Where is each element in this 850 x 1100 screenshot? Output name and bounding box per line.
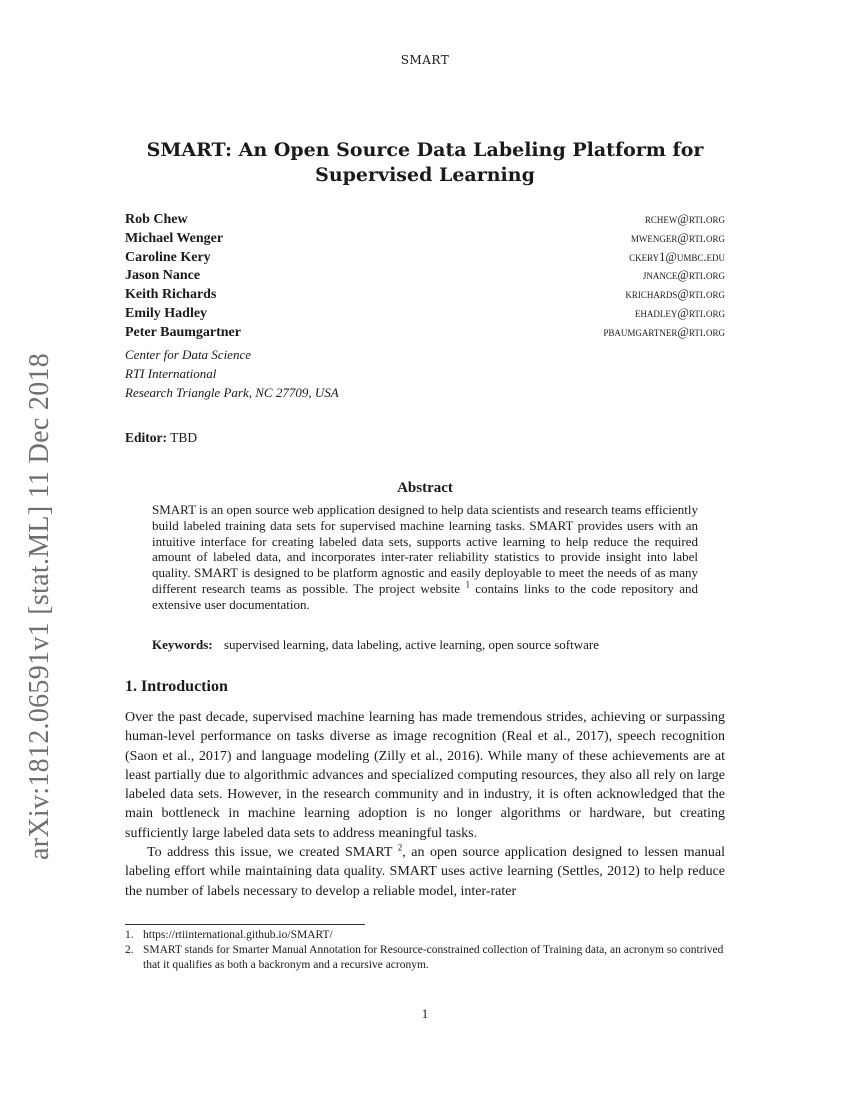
title-line-1: SMART: An Open Source Data Labeling Platform for: [146, 139, 704, 161]
author-row: [125, 325, 725, 344]
introduction-body: [125, 708, 725, 901]
running-head: SMART: [400, 53, 450, 67]
paper-title: [0, 138, 850, 188]
author-row: [125, 268, 725, 287]
paragraph: [125, 843, 725, 901]
author-email[interactable]: mwenger@rti.org: [630, 230, 725, 245]
footnote-link[interactable]: https://rtiinternational.github.io/SMART/: [143, 929, 333, 941]
author-row: [125, 287, 725, 306]
paragraph: Over the past decade, supervised machine learning has made tremendous strides, achieving or surpassing human-level performance on tasks diverse as image recognition (Real et al., 2017), speech recognition (Saon et al., 2017) and language modeling (Zilly et al., 2016). While many of these achievements are at least partially due to algorithmic advances and specialized computing resources, they also all rely on large labeled data sets. However, in the research community and in industry, it is often acknowledged that the main bottleneck in machine learning adoption is no longer algorithms or hardware, but creating sufficiently large labeled data sets to address meaningful tasks.: [125, 710, 725, 841]
author-name: Jason Nance: [125, 268, 201, 284]
footnote-marker[interactable]: 2: [397, 842, 403, 853]
author-name: Michael Wenger: [125, 230, 224, 246]
affiliation-line: Research Triangle Park, NC 27709, USA: [125, 385, 339, 400]
footnote: [125, 943, 725, 973]
footnote-marker[interactable]: 1: [465, 579, 470, 590]
author-email[interactable]: ehadley@rti.org: [634, 305, 725, 320]
editor-value: TBD: [170, 430, 198, 445]
author-name: Rob Chew: [125, 212, 188, 227]
author-name: Caroline Kery: [125, 249, 211, 265]
author-email[interactable]: pbaumgartner@rti.org: [603, 324, 725, 339]
footnote-number: 1.: [125, 929, 134, 941]
footnote-text: SMART stands for Smarter Manual Annotation for Resource-constrained collection of Training data, an acronym so contrived that it qualifies as both a backronym and a recursive acronym.: [143, 944, 724, 971]
abstract-text-part: contains links to the code repository and extensive user documentation.: [152, 580, 699, 612]
title-line-2: Supervised Learning: [315, 164, 535, 186]
author-row: [125, 212, 725, 231]
editor-line: [125, 430, 197, 446]
author-row: [125, 250, 725, 269]
affiliation-line: RTI International: [125, 366, 217, 381]
author-name: Keith Richards: [125, 287, 217, 303]
author-email[interactable]: ckery1@umbc.edu: [629, 249, 725, 264]
author-list: [125, 212, 725, 344]
footnote: [125, 928, 725, 943]
abstract-text-part: SMART is an open source web application designed to help data scientists and research teams efficiently build labeled training data sets for supervised machine learning tasks. SMART provides users with an intuitive interface for creating labeled data sets, supports active learning to help reduce the required amount of labeled data, and incorporates inter-rater reliability statistics to provide insight into label quality. SMART is designed to be platform agnostic and easily deployable to meet the needs of as many different research teams as possible. The project website: [152, 502, 698, 596]
keywords-label: Keywords:: [152, 637, 213, 652]
author-row: [125, 231, 725, 250]
keywords: [152, 637, 698, 653]
paragraph-text: , an open source application designed to lessen manual labeling effort while maintaining data quality. SMART uses active learning (Settles, 2012) to help reduce the number of labels necessary to develop a reliable model, inter-rater: [125, 845, 726, 899]
section-heading-introduction: 1. Introduction: [125, 678, 228, 695]
affiliation: [125, 345, 339, 402]
page-number: 1: [421, 1006, 429, 1021]
footnote-divider: [125, 924, 365, 925]
author-email[interactable]: krichards@rti.org: [625, 287, 725, 302]
keywords-value: supervised learning, data labeling, active learning, open source software: [223, 637, 599, 652]
editor-label: Editor:: [125, 430, 167, 445]
paragraph-text: To address this issue, we created SMART: [147, 845, 393, 861]
footnote-number: 2.: [125, 944, 134, 956]
author-email[interactable]: jnance@rti.org: [642, 268, 725, 283]
author-name: Peter Baumgartner: [125, 324, 241, 340]
affiliation-line: Center for Data Science: [125, 347, 251, 362]
author-email[interactable]: rchew@rti.org: [644, 212, 725, 226]
abstract-heading: Abstract: [397, 480, 453, 496]
author-row: [125, 306, 725, 325]
footnotes: [125, 928, 725, 973]
author-name: Emily Hadley: [125, 305, 208, 321]
abstract-text: [152, 502, 698, 613]
arxiv-identifier: arXiv:1812.06591v1 [stat.ML] 11 Dec 2018: [24, 352, 55, 860]
